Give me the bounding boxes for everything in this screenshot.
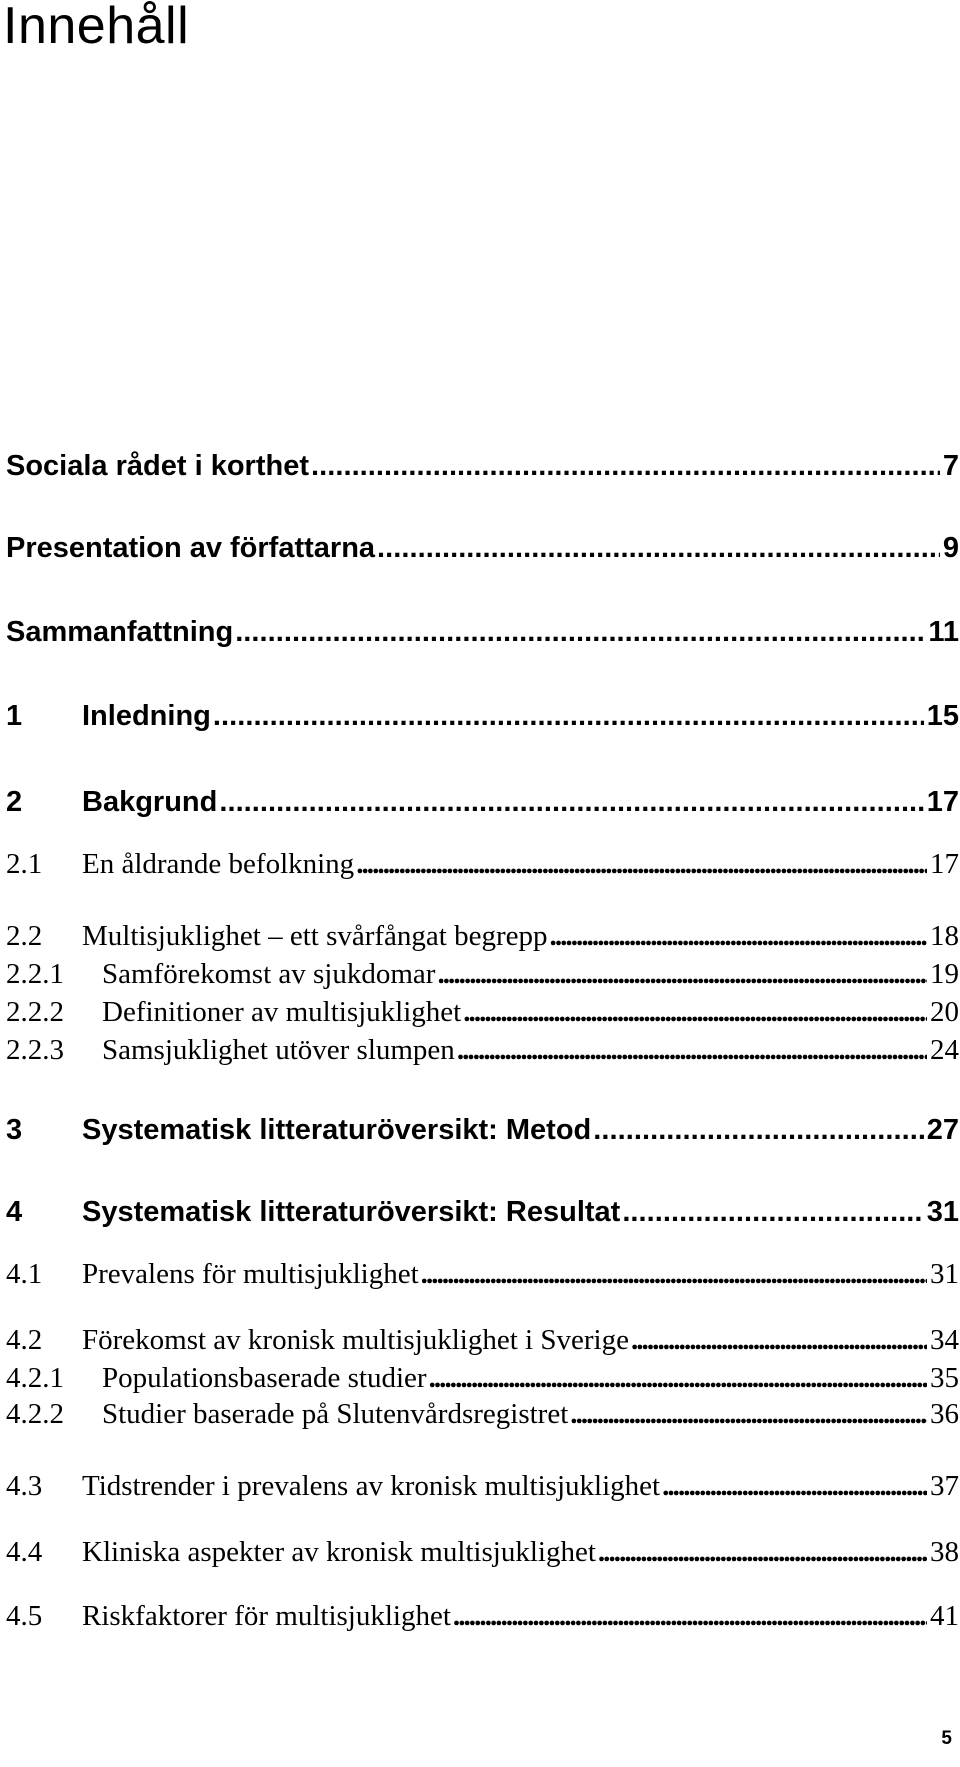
dot-leader [463,994,927,1030]
toc-entry-2-2-2[interactable] [6,994,959,1030]
toc-entry-title: Inledning [82,700,211,732]
toc-entry-page: 37 [930,1470,959,1502]
dot-leader [311,448,940,484]
toc-entry-title: Systematisk litteraturöversikt: Resultat [82,1196,621,1228]
toc-entry-number: 4.2 [6,1324,43,1356]
toc-entry-page: 41 [930,1600,959,1632]
toc-entry-page: 18 [930,920,959,952]
toc-entry-title: Sammanfattning [6,616,234,648]
toc-entry-number: 4.2.1 [6,1362,64,1394]
toc-entry-page: 7 [942,450,959,482]
toc-entry-page: 11 [928,616,959,648]
toc-entry-4-5[interactable] [6,1598,959,1634]
toc-entry-2-1[interactable] [6,846,959,882]
dot-leader [437,956,927,992]
toc-entry-page: 35 [930,1362,959,1394]
toc-entry-title: En åldrande befolkning [82,848,355,880]
toc-entry-page: 38 [930,1536,959,1568]
toc-entry-title: Studier baserade på Slutenvårdsregistret [102,1398,569,1430]
toc-entry-4[interactable] [6,1194,959,1230]
toc-entry-title: Systematisk litteraturöversikt: Metod [82,1114,592,1146]
toc-entry-title: Samförekomst av sjukdomar [102,958,436,990]
toc-entry-number: 3 [6,1114,23,1146]
toc-entry-3[interactable] [6,1112,959,1148]
toc-entry-4-2-2[interactable] [6,1396,959,1432]
toc-entry-2-2-3[interactable] [6,1032,959,1068]
toc-entry-number: 2.2.1 [6,958,64,990]
page-title: Innehåll [3,0,190,55]
dot-leader [662,1468,927,1504]
dot-leader [213,698,924,734]
toc-entry-page: 31 [926,1196,959,1228]
toc-entry-4-3[interactable] [6,1468,959,1504]
toc-entry-4-2-1[interactable] [6,1360,959,1396]
dot-leader [622,1194,923,1230]
dot-leader [457,1032,927,1068]
toc-entry-title: Förekomst av kronisk multisjuklighet i Sverige [82,1324,629,1356]
toc-entry-presentation[interactable] [6,530,959,566]
toc-entry-number: 2 [6,786,23,818]
toc-entry-2-2-1[interactable] [6,956,959,992]
toc-entry-number: 4.1 [6,1258,43,1290]
toc-entry-title: Kliniska aspekter av kronisk multisjuklighet [82,1536,596,1568]
toc-entry-page: 19 [930,958,959,990]
dot-leader [219,784,923,820]
toc-entry-number: 2.1 [6,848,43,880]
toc-entry-page: 9 [942,532,959,564]
dot-leader [593,1112,923,1148]
page-number: 5 [941,1728,952,1749]
toc-entry-page: 20 [930,996,959,1028]
dot-leader [356,846,927,882]
toc-entry-sociala-radet[interactable] [6,448,959,484]
toc-entry-sammanfattning[interactable] [6,614,959,650]
toc-entry-1[interactable] [6,698,959,734]
toc-entry-number: 2.2.3 [6,1034,64,1066]
toc-entry-title: Tidstrender i prevalens av kronisk multisjuklighet [82,1470,661,1502]
toc-entry-4-1[interactable] [6,1256,959,1292]
toc-entry-title: Prevalens för multisjuklighet [82,1258,419,1290]
toc-entry-page: 34 [930,1324,959,1356]
dot-leader [421,1256,927,1292]
toc-entry-title: Populationsbaserade studier [102,1362,427,1394]
dot-leader [453,1598,927,1634]
toc-entry-4-2[interactable] [6,1322,959,1358]
toc-entry-page: 36 [930,1398,959,1430]
toc-entry-number: 4.5 [6,1600,43,1632]
toc-entry-title: Multisjuklighet – ett svårfångat begrepp [82,920,548,952]
dot-leader [377,530,940,566]
toc-entry-number: 4.4 [6,1536,43,1568]
toc-entry-number: 2.2 [6,920,43,952]
toc-entry-title: Presentation av författarna [6,532,376,564]
toc-entry-2-2[interactable] [6,918,959,954]
dot-leader [570,1396,927,1432]
toc-entry-page: 27 [926,1114,959,1146]
toc-entry-title: Definitioner av multisjuklighet [102,996,462,1028]
toc-entry-number: 4.2.2 [6,1398,64,1430]
toc-entry-number: 4 [6,1196,23,1228]
toc-entry-4-4[interactable] [6,1534,959,1570]
toc-entry-page: 17 [930,848,959,880]
toc-entry-page: 24 [930,1034,959,1066]
toc-entry-title: Bakgrund [82,786,218,818]
dot-leader [631,1322,927,1358]
toc-entry-page: 31 [930,1258,959,1290]
toc-entry-number: 1 [6,700,23,732]
dot-leader [550,918,927,954]
toc-entry-page: 17 [926,786,959,818]
toc-entry-number: 2.2.2 [6,996,64,1028]
toc-entry-number: 4.3 [6,1470,43,1502]
dot-leader [598,1534,927,1570]
toc-entry-page: 15 [926,700,959,732]
dot-leader [429,1360,927,1396]
toc-entry-title: Riskfaktorer för multisjuklighet [82,1600,451,1632]
toc-entry-2[interactable] [6,784,959,820]
toc-entry-title: Samsjuklighet utöver slumpen [102,1034,455,1066]
toc-entry-title: Sociala rådet i korthet [6,450,309,482]
dot-leader [235,614,925,650]
